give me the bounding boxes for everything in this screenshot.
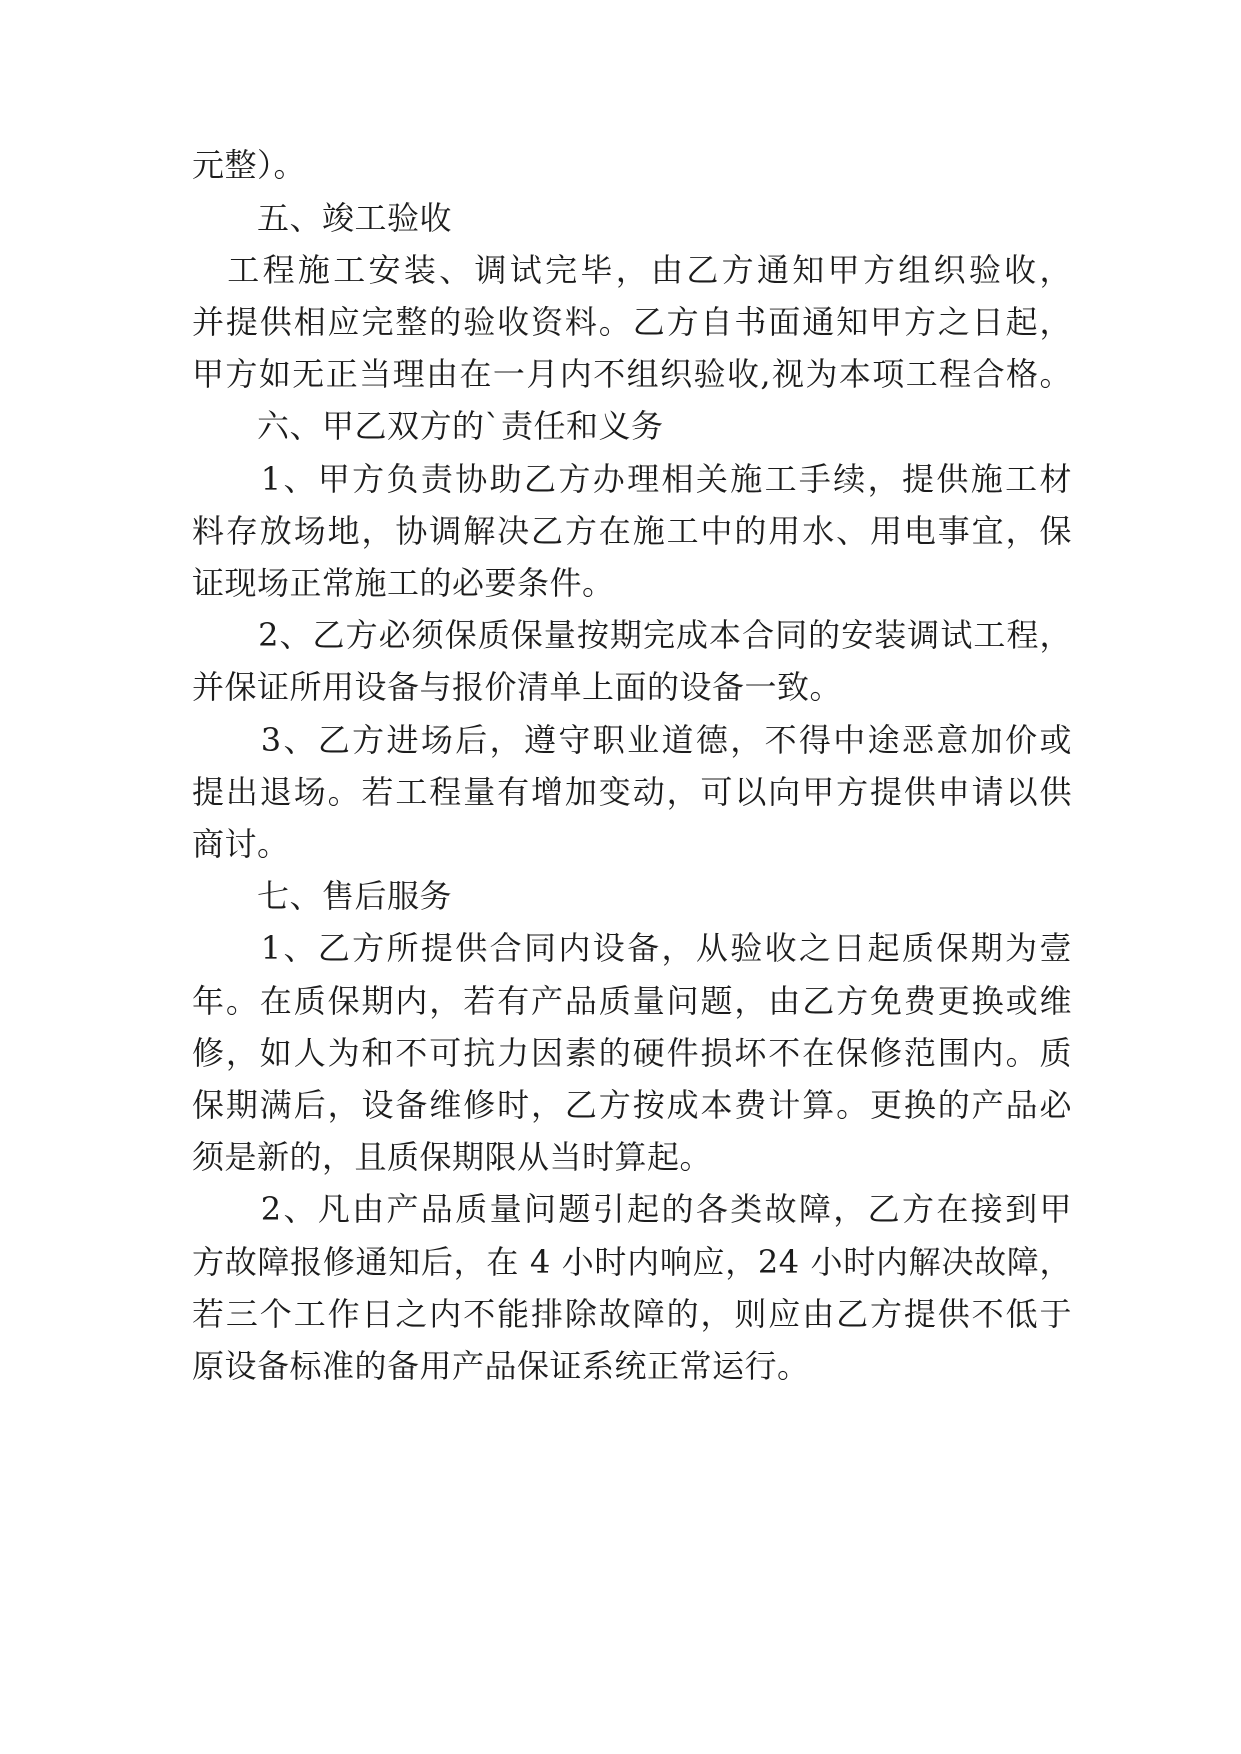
- text-line: 原设备标准的备用产品保证系统正常运行。: [192, 1347, 810, 1385]
- text-line: 3、乙方进场后，遵守职业道德，不得中途恶意加价或: [192, 721, 1072, 759]
- text-line: 方故障报修通知后，在 4 小时内响应，24 小时内解决故障，: [192, 1243, 1072, 1281]
- section-heading-responsibilities: 六、甲乙双方的`责任和义务: [192, 407, 664, 445]
- text-line: 2、乙方必须保质保量按期完成本合同的安装调试工程，: [192, 616, 1072, 654]
- text-line: 并提供相应完整的验收资料。乙方自书面通知甲方之日起，: [192, 303, 1072, 341]
- text-line: 年。在质保期内，若有产品质量问题，由乙方免费更换或维: [192, 982, 1072, 1020]
- text-line: 须是新的，且质保期限从当时算起。: [192, 1138, 713, 1176]
- text-line: 2、凡由产品质量问题引起的各类故障，乙方在接到甲: [192, 1190, 1072, 1228]
- text-line: 提出退场。若工程量有增加变动，可以向甲方提供申请以供: [192, 773, 1072, 811]
- section-heading-acceptance: 五、竣工验收: [192, 199, 453, 237]
- text-line: 保期满后，设备维修时，乙方按成本费计算。更换的产品必: [192, 1086, 1072, 1124]
- text-line: 甲方如无正当理由在一月内不组织验收,视为本项工程合格。: [192, 355, 1072, 393]
- text-line: 并保证所用设备与报价清单上面的设备一致。: [192, 668, 843, 706]
- text-line: 修，如人为和不可抗力因素的硬件损坏不在保修范围内。质: [192, 1034, 1072, 1072]
- text-line: 商讨。: [192, 825, 290, 863]
- text-line: 元整）。: [192, 146, 307, 184]
- section-heading-after-sales: 七、售后服务: [192, 877, 453, 915]
- text-line: 1、甲方负责协助乙方办理相关施工手续，提供施工材: [192, 460, 1072, 498]
- text-line: 若三个工作日之内不能排除故障的，则应由乙方提供不低于: [192, 1295, 1072, 1333]
- text-line: 证现场正常施工的必要条件。: [192, 564, 615, 602]
- text-line: 工程施工安装、调试完毕，由乙方通知甲方组织验收，: [192, 251, 1072, 289]
- text-line: 1、乙方所提供合同内设备，从验收之日起质保期为壹: [192, 929, 1072, 967]
- text-line: 料存放场地，协调解决乙方在施工中的用水、用电事宜，保: [192, 512, 1072, 550]
